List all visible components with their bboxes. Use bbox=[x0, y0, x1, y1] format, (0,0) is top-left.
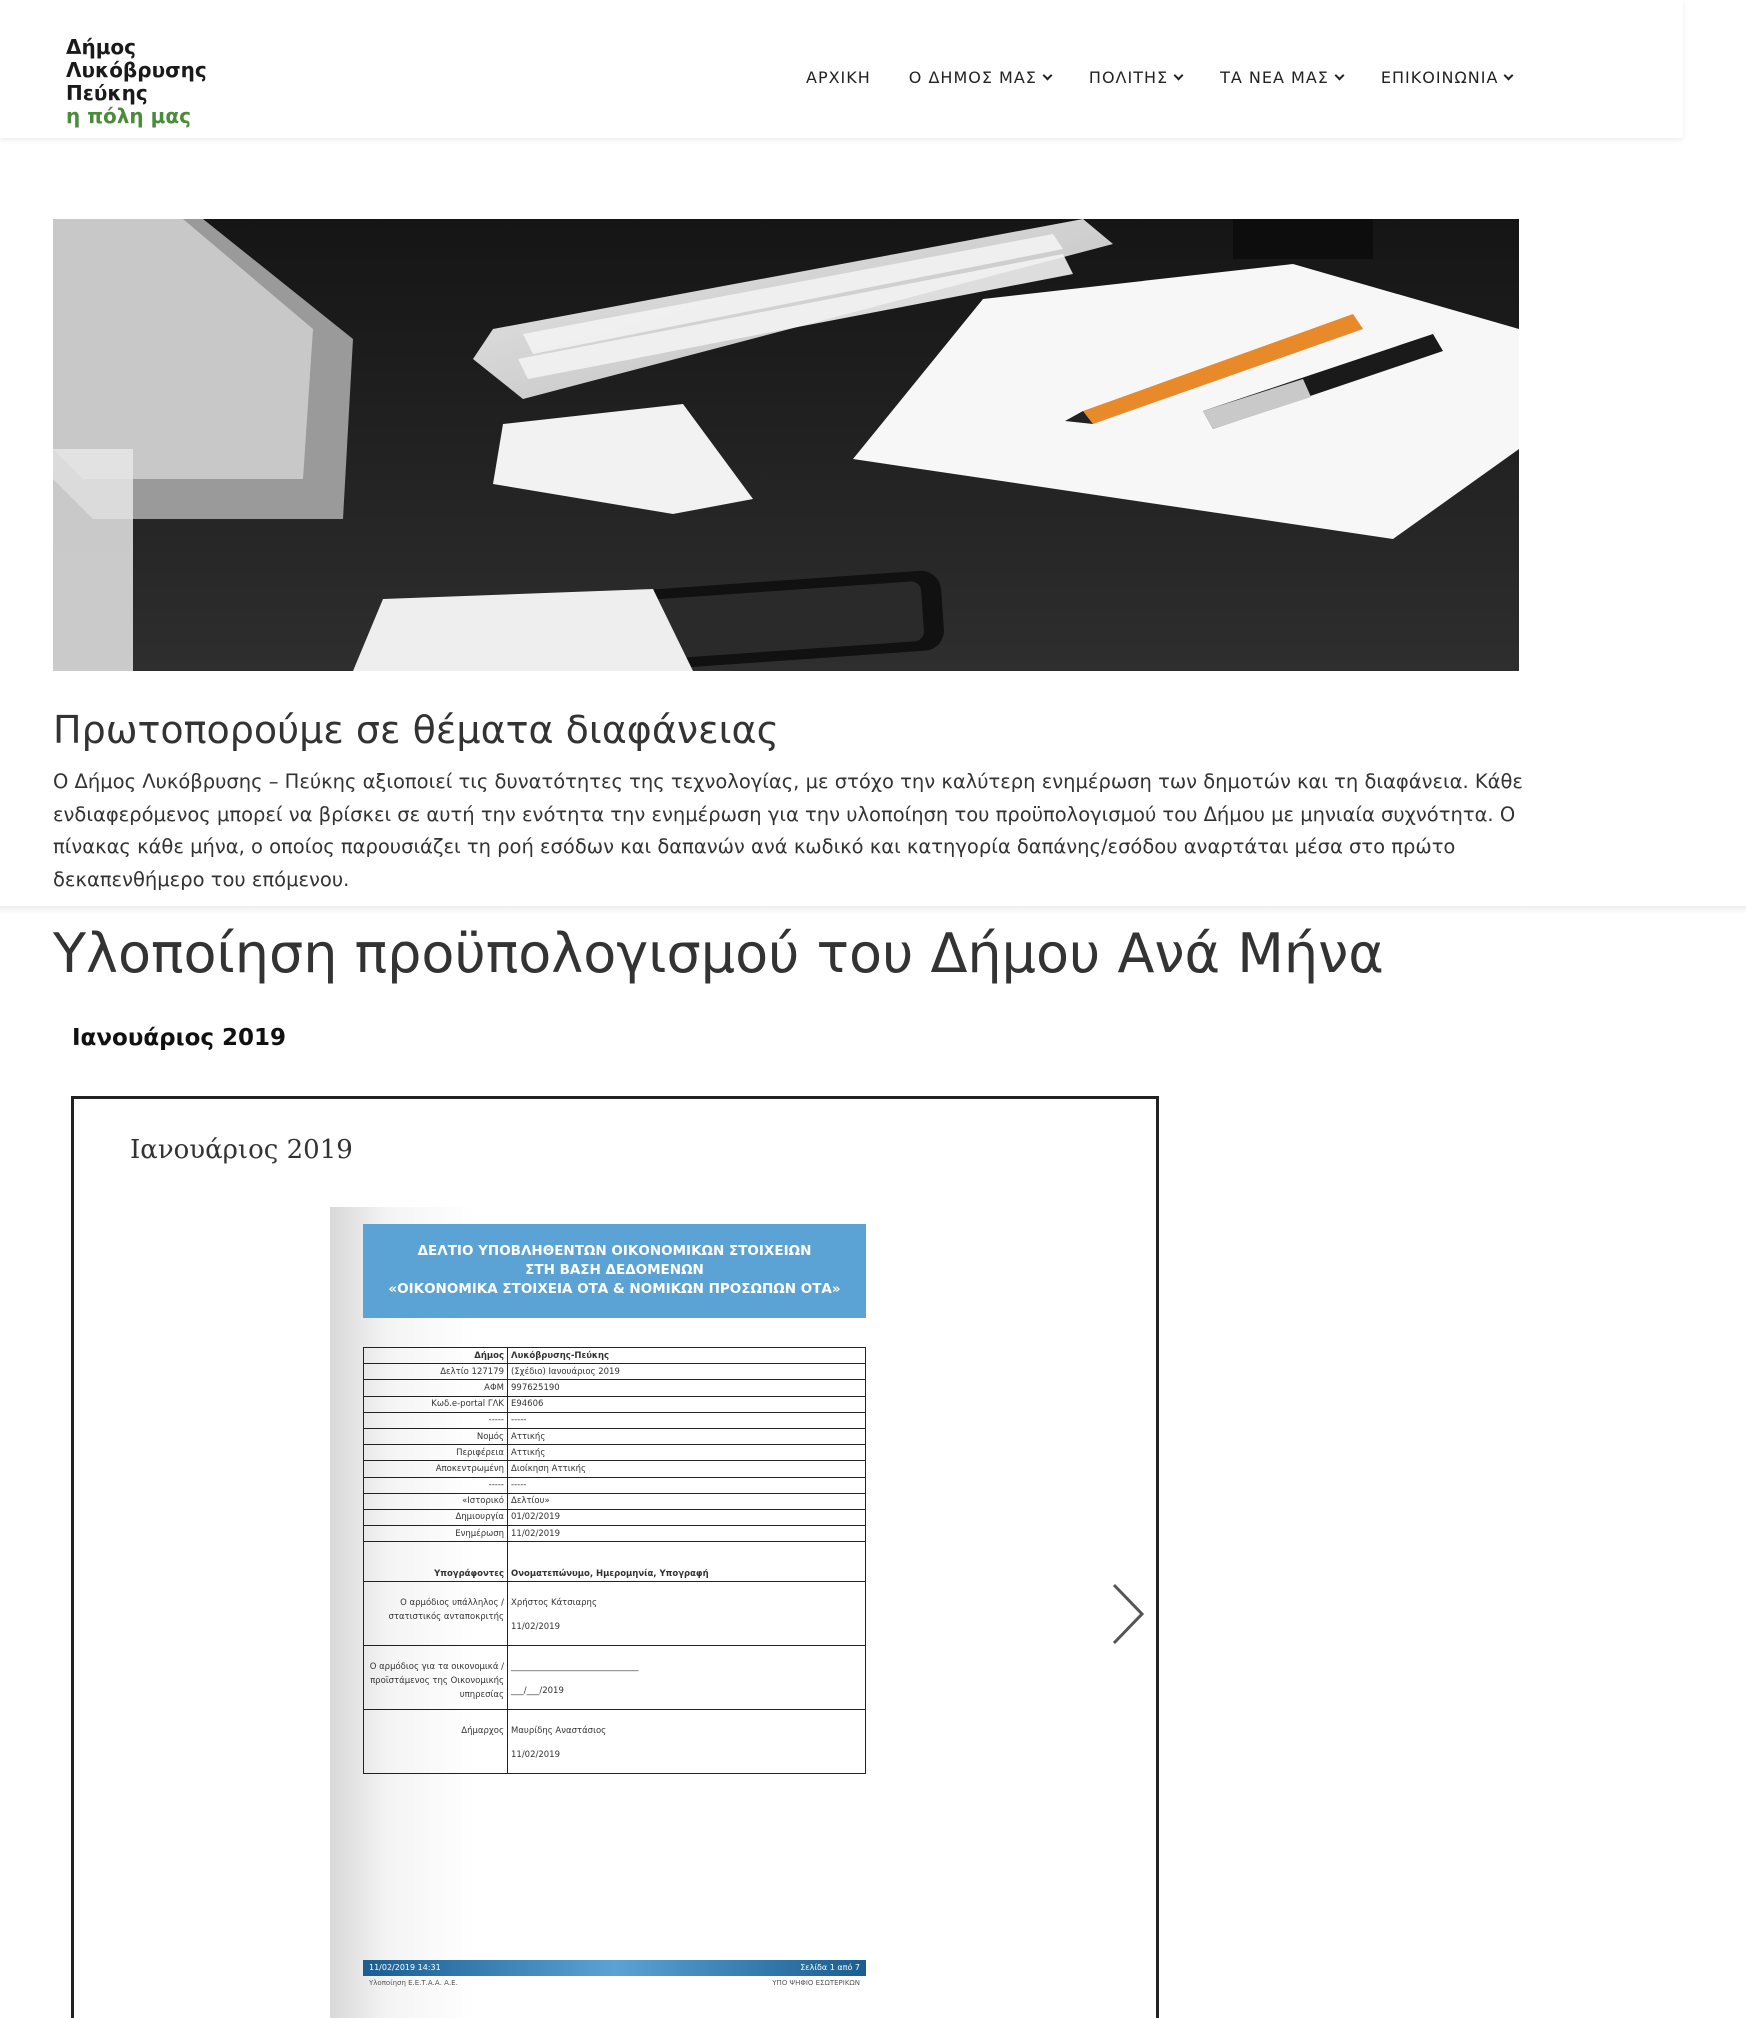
table-row bbox=[364, 1477, 866, 1493]
table-cell-key: Υπογράφοντες bbox=[364, 1542, 508, 1582]
chevron-down-icon bbox=[1042, 70, 1052, 80]
signer-name: Μαυρίδης Αναστάσιος bbox=[511, 1726, 607, 1737]
next-page-button[interactable] bbox=[1108, 1579, 1148, 1649]
nav-label: ΕΠΙΚΟΙΝΩΝΙΑ bbox=[1380, 68, 1499, 87]
table-row bbox=[364, 1493, 866, 1509]
page-title: Υλοποίηση προϋπολογισμού του Δήμου Ανά Μήνα bbox=[53, 922, 1384, 985]
document-table bbox=[363, 1347, 866, 1774]
signer-date: ___/___/2019 bbox=[511, 1686, 564, 1697]
nav-item-contact[interactable] bbox=[1381, 68, 1513, 87]
table-cell-key: Δήμος bbox=[364, 1348, 508, 1364]
table-cell-key: Δημιουργία bbox=[364, 1509, 508, 1525]
chevron-down-icon bbox=[1334, 70, 1344, 80]
table-row bbox=[364, 1542, 866, 1582]
chevron-right-icon bbox=[1108, 1579, 1148, 1649]
document-footer-secondary bbox=[363, 1979, 866, 1987]
table-cell-value: Ε94606 bbox=[508, 1396, 866, 1412]
table-cell-value: 11/02/2019 bbox=[508, 1526, 866, 1542]
table-row bbox=[364, 1396, 866, 1412]
table-cell-value: ----- bbox=[508, 1477, 866, 1493]
site-header bbox=[0, 0, 1683, 138]
logo-line-2: Λυκόβρυσης bbox=[66, 58, 207, 82]
table-row bbox=[364, 1526, 866, 1542]
table-row bbox=[364, 1364, 866, 1380]
hero-image bbox=[53, 219, 1519, 671]
nav-label: ΑΡΧΙΚΗ bbox=[806, 68, 871, 87]
banner-line-1: ΔΕΛΤΙΟ ΥΠΟΒΛΗΘΕΝΤΩΝ ΟΙΚΟΝΟΜΙΚΩΝ ΣΤΟΙΧΕΙΩΝ bbox=[417, 1243, 812, 1259]
intro-title: Πρωτοπορούμε σε θέματα διαφάνειας bbox=[53, 708, 779, 752]
table-cell-key: ΑΦΜ bbox=[364, 1380, 508, 1396]
table-cell-value: Δελτίου» bbox=[508, 1493, 866, 1509]
nav-item-news[interactable] bbox=[1220, 68, 1343, 87]
footer-credit: Υλοποίηση Ε.Ε.Τ.Α.Α. Α.Ε. bbox=[369, 1979, 458, 1987]
table-row bbox=[364, 1646, 866, 1710]
table-row bbox=[364, 1412, 866, 1428]
signer-date: 11/02/2019 bbox=[511, 1750, 560, 1761]
table-cell-value: ----- bbox=[508, 1412, 866, 1428]
nav-item-citizen[interactable] bbox=[1089, 68, 1182, 87]
table-row bbox=[364, 1380, 866, 1396]
nav-item-home[interactable] bbox=[806, 68, 871, 87]
table-cell-key: ----- bbox=[364, 1477, 508, 1493]
table-cell-value: Λυκόβρυσης-Πεύκης bbox=[508, 1348, 866, 1364]
footer-ministry: ΥΠΟ ΨΗΦΙΟ ΕΣΩΤΕΡΙΚΩΝ bbox=[772, 1979, 860, 1987]
table-cell-key: Ο αρμόδιος για τα οικονομικά / προϊστάμενος της Οικονομικής υπηρεσίας bbox=[364, 1646, 508, 1710]
table-row bbox=[364, 1445, 866, 1461]
document-banner bbox=[363, 1224, 866, 1318]
banner-line-3: «ΟΙΚΟΝΟΜΙΚΑ ΣΤΟΙΧΕΙΑ ΟΤΑ & ΝΟΜΙΚΩΝ ΠΡΟΣΩΠΩΝ ΟΤΑ» bbox=[388, 1281, 841, 1297]
chevron-down-icon bbox=[1504, 70, 1514, 80]
table-row bbox=[364, 1710, 866, 1774]
intro-text: Ο Δήμος Λυκόβρυσης – Πεύκης αξιοποιεί τις δυνατότητες της τεχνολογίας, με στόχο την καλύτερη ενημέρωση των δημοτών και τη διαφάνεια. Κάθε ενδιαφερόμενος μπορεί να βρίσκει σε αυτή την ενότητα την ενημέρωση για την υλοποίηση του προϋπολογισμού του Δήμου με μηνιαία συχνότητα. Ο πίνακας κάθε μήνα, ο οποίος παρουσιάζει τη ροή εσόδων και δαπανών ανά κωδικό και κατηγορία δαπάνης/εσόδου αναρτάται μέσα στο πρώτο δεκαπενθήμερο του επόμενου. bbox=[53, 770, 1523, 891]
section-divider bbox=[0, 906, 1746, 914]
document-viewer[interactable] bbox=[71, 1096, 1159, 2018]
table-cell-value: 997625190 bbox=[508, 1380, 866, 1396]
table-cell-key: Περιφέρεια bbox=[364, 1445, 508, 1461]
table-cell-key: Ο αρμόδιος υπάλληλος / στατιστικός ανταποκριτής bbox=[364, 1582, 508, 1646]
table-row bbox=[364, 1428, 866, 1444]
month-heading: Ιανουάριος 2019 bbox=[72, 1025, 287, 1051]
table-row bbox=[364, 1582, 866, 1646]
table-cell-value: Αττικής bbox=[508, 1445, 866, 1461]
table-cell-key: Κωδ.e-portal ΓΛΚ bbox=[364, 1396, 508, 1412]
signer-name: Χρήστος Κάτσιαρης bbox=[511, 1598, 597, 1609]
table-cell-key: ----- bbox=[364, 1412, 508, 1428]
table-cell-key: Νομός bbox=[364, 1428, 508, 1444]
table-cell-key: Ενημέρωση bbox=[364, 1526, 508, 1542]
table-cell-key: Δήμαρχος bbox=[364, 1710, 508, 1774]
logo-line-3: Πεύκης bbox=[66, 81, 148, 105]
table-cell-value: Ονοματεπώνυμο, Ημερομηνία, Υπογραφή bbox=[508, 1542, 866, 1582]
nav-item-municipality[interactable] bbox=[909, 68, 1051, 87]
table-row bbox=[364, 1348, 866, 1364]
chevron-down-icon bbox=[1174, 70, 1184, 80]
table-row bbox=[364, 1509, 866, 1525]
logo-line-1: Δήμος bbox=[66, 35, 137, 59]
signer-date: 11/02/2019 bbox=[511, 1622, 560, 1633]
viewer-title: Ιανουάριος 2019 bbox=[130, 1135, 353, 1165]
table-cell-value: Αττικής bbox=[508, 1428, 866, 1444]
table-cell-value bbox=[508, 1582, 866, 1646]
site-logo[interactable] bbox=[66, 36, 207, 128]
table-cell-value bbox=[508, 1646, 866, 1710]
nav-label: Ο ΔΗΜΟΣ ΜΑΣ bbox=[908, 68, 1037, 87]
nav-label: ΠΟΛΙΤΗΣ bbox=[1088, 68, 1169, 87]
document-page bbox=[330, 1207, 906, 2018]
table-row bbox=[364, 1461, 866, 1477]
table-cell-value: Διοίκηση Αττικής bbox=[508, 1461, 866, 1477]
table-cell-value: (Σχέδιο) Ιανουάριος 2019 bbox=[508, 1364, 866, 1380]
footer-timestamp: 11/02/2019 14:31 bbox=[369, 1963, 441, 1972]
table-cell-value bbox=[508, 1710, 866, 1774]
main-nav bbox=[806, 68, 1550, 87]
table-cell-value: 01/02/2019 bbox=[508, 1509, 866, 1525]
banner-line-2: ΣΤΗ ΒΑΣΗ ΔΕΔΟΜΕΝΩΝ bbox=[525, 1262, 704, 1278]
signer-name: ______________________________ bbox=[511, 1662, 639, 1673]
nav-label: ΤΑ ΝΕΑ ΜΑΣ bbox=[1220, 68, 1329, 87]
document-footer bbox=[363, 1960, 866, 1976]
logo-tagline: η πόλη μας bbox=[66, 104, 191, 128]
table-cell-key: Δελτίο 127179 bbox=[364, 1364, 508, 1380]
table-cell-key: «Ιστορικό bbox=[364, 1493, 508, 1509]
table-cell-key: Αποκεντρωμένη bbox=[364, 1461, 508, 1477]
footer-page-count: Σελίδα 1 από 7 bbox=[800, 1963, 860, 1972]
